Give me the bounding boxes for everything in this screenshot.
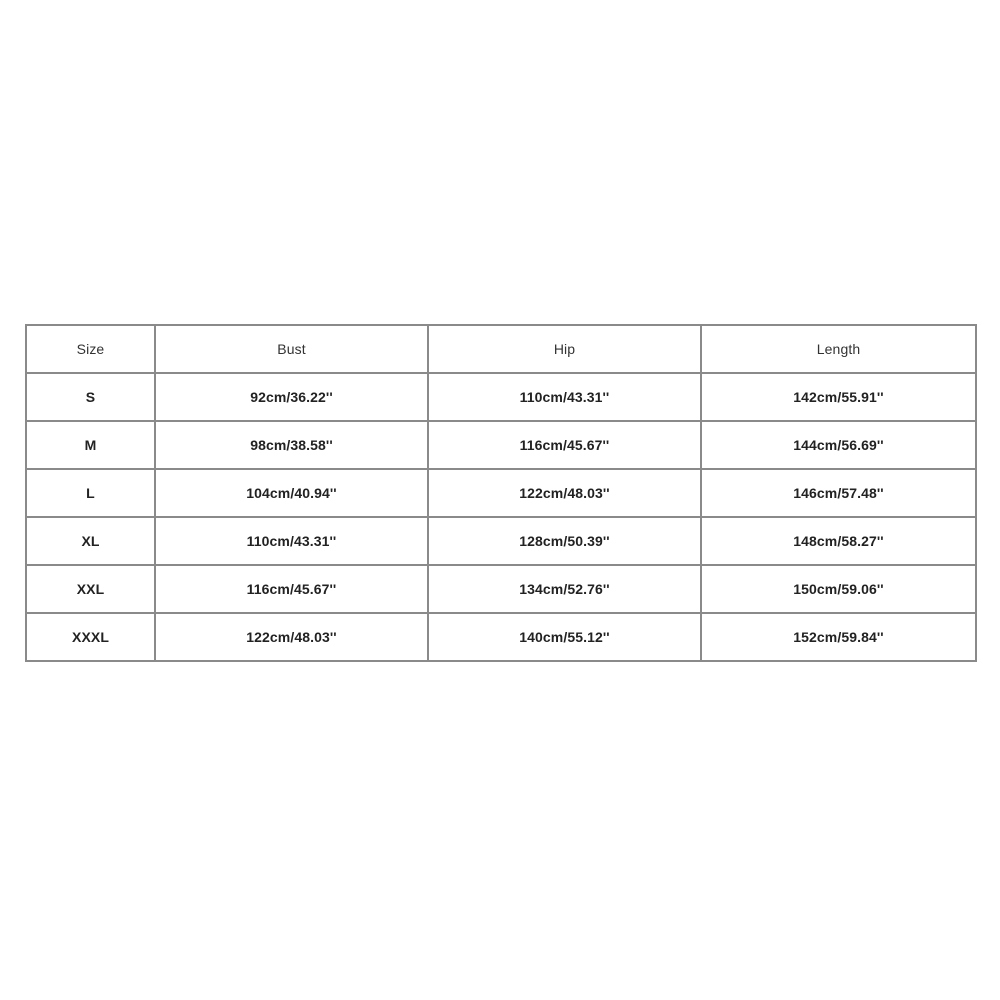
cell-size: M (26, 421, 155, 469)
cell-bust: 116cm/45.67'' (155, 565, 428, 613)
cell-length: 152cm/59.84'' (701, 613, 976, 661)
cell-length: 142cm/55.91'' (701, 373, 976, 421)
table-row (26, 469, 976, 517)
cell-size: XXXL (26, 613, 155, 661)
cell-length: 146cm/57.48'' (701, 469, 976, 517)
cell-bust: 98cm/38.58'' (155, 421, 428, 469)
table-row (26, 613, 976, 661)
cell-bust: 104cm/40.94'' (155, 469, 428, 517)
size-chart-table (25, 324, 977, 662)
cell-hip: 110cm/43.31'' (428, 373, 701, 421)
table-row (26, 373, 976, 421)
cell-length: 144cm/56.69'' (701, 421, 976, 469)
cell-size: S (26, 373, 155, 421)
header-size: Size (26, 325, 155, 373)
header-bust: Bust (155, 325, 428, 373)
cell-hip: 134cm/52.76'' (428, 565, 701, 613)
cell-hip: 116cm/45.67'' (428, 421, 701, 469)
cell-bust: 92cm/36.22'' (155, 373, 428, 421)
header-row (26, 325, 976, 373)
cell-size: XXL (26, 565, 155, 613)
cell-hip: 140cm/55.12'' (428, 613, 701, 661)
cell-hip: 122cm/48.03'' (428, 469, 701, 517)
cell-bust: 122cm/48.03'' (155, 613, 428, 661)
cell-size: L (26, 469, 155, 517)
table-row (26, 421, 976, 469)
cell-bust: 110cm/43.31'' (155, 517, 428, 565)
cell-hip: 128cm/50.39'' (428, 517, 701, 565)
header-hip: Hip (428, 325, 701, 373)
table-row (26, 565, 976, 613)
header-length: Length (701, 325, 976, 373)
cell-length: 148cm/58.27'' (701, 517, 976, 565)
table-row (26, 517, 976, 565)
cell-size: XL (26, 517, 155, 565)
cell-length: 150cm/59.06'' (701, 565, 976, 613)
